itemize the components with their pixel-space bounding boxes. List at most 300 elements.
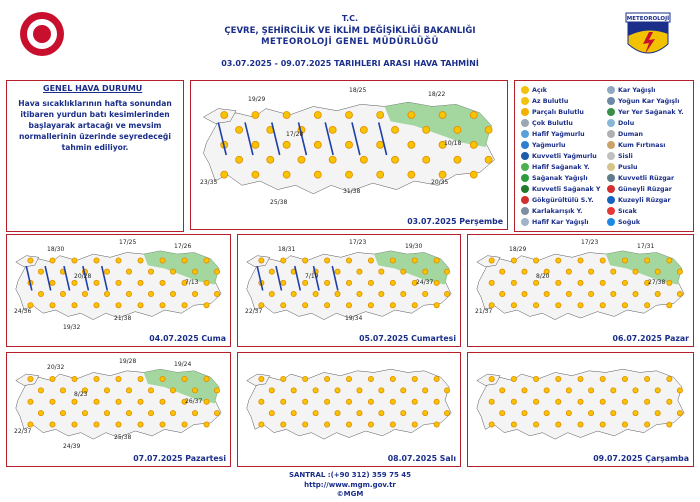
temperature-label: 20/28 bbox=[74, 273, 92, 280]
sun-icon bbox=[345, 111, 352, 118]
header-directorate: METEOROLOJİ GENEL MÜDÜRLÜĞÜ bbox=[261, 37, 439, 47]
sun-icon bbox=[138, 258, 143, 263]
sun-icon bbox=[408, 171, 415, 178]
sun-icon bbox=[148, 269, 153, 274]
sun-icon bbox=[50, 303, 55, 308]
legend-item bbox=[521, 108, 584, 116]
sun-icon bbox=[28, 399, 33, 404]
sun-icon bbox=[444, 269, 449, 274]
sun-icon bbox=[116, 422, 121, 427]
sun-icon bbox=[511, 422, 516, 427]
sun-icon bbox=[489, 422, 494, 427]
temperature-label: 22/37 bbox=[14, 428, 32, 435]
sun-icon bbox=[533, 376, 538, 381]
sun-icon bbox=[645, 376, 650, 381]
legend-symbol-icon bbox=[607, 196, 615, 204]
sun-icon bbox=[82, 291, 87, 296]
sun-icon bbox=[138, 280, 143, 285]
legend-symbol-icon bbox=[607, 163, 615, 171]
turkey-map bbox=[238, 353, 460, 466]
sun-icon bbox=[489, 376, 494, 381]
sun-icon bbox=[182, 422, 187, 427]
sun-icon bbox=[82, 411, 87, 416]
sun-icon bbox=[434, 422, 439, 427]
sun-icon bbox=[412, 422, 417, 427]
sun-icon bbox=[269, 291, 274, 296]
sun-icon bbox=[588, 411, 593, 416]
sun-icon bbox=[298, 156, 305, 163]
legend-symbol-icon bbox=[607, 86, 615, 94]
temperature-label: 22/37 bbox=[245, 308, 263, 315]
sun-icon bbox=[214, 411, 219, 416]
sun-icon bbox=[611, 269, 616, 274]
sun-icon bbox=[252, 171, 259, 178]
sun-icon bbox=[346, 303, 351, 308]
temperature-label: 23/35 bbox=[200, 179, 218, 186]
sun-icon bbox=[170, 291, 175, 296]
sun-icon bbox=[329, 156, 336, 163]
legend-symbol-icon bbox=[521, 218, 529, 226]
map-day-5 bbox=[6, 352, 231, 467]
sun-icon bbox=[566, 269, 571, 274]
sun-icon bbox=[622, 280, 627, 285]
footer-copyright: ©MGM bbox=[336, 490, 364, 498]
legend-label: Yoğun Kar Yağışlı bbox=[618, 98, 680, 105]
sun-icon bbox=[236, 156, 243, 163]
sun-icon bbox=[677, 269, 682, 274]
sun-icon bbox=[622, 376, 627, 381]
sun-icon bbox=[611, 291, 616, 296]
sun-icon bbox=[412, 303, 417, 308]
sun-icon bbox=[303, 422, 308, 427]
sun-icon bbox=[138, 303, 143, 308]
sun-icon bbox=[160, 280, 165, 285]
sun-icon bbox=[390, 399, 395, 404]
sun-icon bbox=[401, 411, 406, 416]
sun-icon bbox=[291, 388, 296, 393]
sun-icon bbox=[324, 258, 329, 263]
sun-icon bbox=[329, 126, 336, 133]
temperature-label: 25/38 bbox=[270, 199, 288, 206]
legend-label: Sisli bbox=[618, 153, 633, 160]
sun-icon bbox=[667, 399, 672, 404]
sun-icon bbox=[379, 411, 384, 416]
temperature-label: 7/13 bbox=[185, 279, 199, 286]
temperature-label: 20/35 bbox=[431, 179, 449, 186]
legend-symbol-icon bbox=[607, 130, 615, 138]
sun-icon bbox=[116, 303, 121, 308]
sun-icon bbox=[390, 422, 395, 427]
sun-icon bbox=[324, 399, 329, 404]
sun-icon bbox=[314, 171, 321, 178]
sun-icon bbox=[454, 156, 461, 163]
sun-icon bbox=[423, 156, 430, 163]
sun-icon bbox=[600, 258, 605, 263]
sun-icon bbox=[60, 411, 65, 416]
sun-icon bbox=[368, 303, 373, 308]
legend-label: Az Bulutlu bbox=[532, 98, 569, 105]
sun-icon bbox=[116, 258, 121, 263]
sun-icon bbox=[160, 376, 165, 381]
sun-icon bbox=[259, 376, 264, 381]
legend-item bbox=[607, 130, 643, 138]
sun-icon bbox=[489, 399, 494, 404]
sun-icon bbox=[423, 388, 428, 393]
temperature-label: 27/38 bbox=[648, 279, 666, 286]
legend-item bbox=[521, 185, 600, 193]
sun-icon bbox=[611, 388, 616, 393]
sun-icon bbox=[392, 156, 399, 163]
sun-icon bbox=[645, 399, 650, 404]
legend-symbol-icon bbox=[607, 108, 615, 116]
sun-icon bbox=[283, 141, 290, 148]
legend-label: Duman bbox=[618, 131, 644, 138]
sun-icon bbox=[335, 388, 340, 393]
legend-symbol-icon bbox=[607, 141, 615, 149]
sun-icon bbox=[439, 171, 446, 178]
sun-icon bbox=[313, 411, 318, 416]
sun-icon bbox=[489, 258, 494, 263]
sun-icon bbox=[368, 280, 373, 285]
sun-icon bbox=[412, 399, 417, 404]
sun-icon bbox=[259, 258, 264, 263]
sun-icon bbox=[116, 399, 121, 404]
sun-icon bbox=[204, 376, 209, 381]
sun-icon bbox=[182, 376, 187, 381]
sun-icon bbox=[38, 411, 43, 416]
temperature-label: 19/32 bbox=[63, 324, 81, 331]
legend-label: Kum Fırtınası bbox=[618, 142, 666, 149]
sun-icon bbox=[50, 376, 55, 381]
sun-icon bbox=[192, 411, 197, 416]
sun-icon bbox=[500, 388, 505, 393]
sun-icon bbox=[94, 376, 99, 381]
sun-icon bbox=[357, 388, 362, 393]
sun-icon bbox=[182, 303, 187, 308]
meteoroloji-logo-text: METEOROLOJİ bbox=[626, 16, 670, 22]
sun-icon bbox=[357, 291, 362, 296]
sun-icon bbox=[588, 269, 593, 274]
sun-icon bbox=[544, 388, 549, 393]
sun-icon bbox=[368, 258, 373, 263]
sun-icon bbox=[314, 141, 321, 148]
sun-icon bbox=[291, 291, 296, 296]
sun-icon bbox=[645, 258, 650, 263]
sun-icon bbox=[600, 376, 605, 381]
sun-icon bbox=[511, 303, 516, 308]
sun-icon bbox=[138, 399, 143, 404]
sun-icon bbox=[423, 411, 428, 416]
sun-icon bbox=[60, 388, 65, 393]
sun-icon bbox=[522, 291, 527, 296]
legend-item bbox=[521, 152, 597, 160]
general-weather-title: GENEL HAVA DURUMU bbox=[43, 84, 143, 93]
sun-icon bbox=[94, 303, 99, 308]
sun-icon bbox=[444, 388, 449, 393]
map-day-1 bbox=[190, 80, 508, 230]
legend-symbol-icon bbox=[521, 185, 529, 193]
sun-icon bbox=[160, 258, 165, 263]
sun-icon bbox=[368, 376, 373, 381]
legend-item bbox=[521, 119, 573, 127]
sun-icon bbox=[283, 111, 290, 118]
sun-icon bbox=[324, 303, 329, 308]
sun-icon bbox=[126, 269, 131, 274]
sun-icon bbox=[600, 280, 605, 285]
temperature-label: 17/25 bbox=[119, 239, 137, 246]
sun-icon bbox=[392, 126, 399, 133]
temperature-label: 24/36 bbox=[14, 308, 32, 315]
legend-item bbox=[521, 174, 588, 182]
sun-icon bbox=[578, 280, 583, 285]
sun-icon bbox=[360, 126, 367, 133]
legend-symbol-icon bbox=[521, 86, 529, 94]
sun-icon bbox=[138, 376, 143, 381]
sun-icon bbox=[566, 388, 571, 393]
sun-icon bbox=[345, 171, 352, 178]
sun-icon bbox=[324, 376, 329, 381]
sun-icon bbox=[390, 280, 395, 285]
sun-icon bbox=[314, 111, 321, 118]
sun-icon bbox=[281, 280, 286, 285]
temperature-label: 21/37 bbox=[475, 308, 493, 315]
sun-icon bbox=[313, 291, 318, 296]
sun-icon bbox=[368, 399, 373, 404]
temperature-label: 26/37 bbox=[185, 398, 203, 405]
temperature-label: 17/28 bbox=[286, 131, 304, 138]
temperature-label: 19/29 bbox=[248, 96, 266, 103]
sun-icon bbox=[434, 376, 439, 381]
sun-icon bbox=[600, 422, 605, 427]
sun-icon bbox=[324, 280, 329, 285]
sun-icon bbox=[633, 269, 638, 274]
legend-symbol-icon bbox=[607, 97, 615, 105]
header bbox=[0, 0, 700, 80]
sun-icon bbox=[390, 258, 395, 263]
sun-icon bbox=[281, 258, 286, 263]
legend-item bbox=[521, 141, 566, 149]
temperature-label: 8/23 bbox=[74, 391, 88, 398]
legend-item bbox=[607, 97, 679, 105]
sun-icon bbox=[269, 411, 274, 416]
map-day-4 bbox=[467, 234, 694, 347]
legend-symbol-icon bbox=[521, 163, 529, 171]
sun-icon bbox=[522, 388, 527, 393]
legend-label: Hafif Kar Yağışlı bbox=[532, 219, 589, 226]
sun-icon bbox=[390, 376, 395, 381]
sun-icon bbox=[138, 422, 143, 427]
legend-symbol-icon bbox=[607, 174, 615, 182]
sun-icon bbox=[182, 258, 187, 263]
sun-icon bbox=[667, 258, 672, 263]
sun-icon bbox=[677, 291, 682, 296]
legend-item bbox=[607, 163, 638, 171]
sun-icon bbox=[28, 258, 33, 263]
legend-label: Dolu bbox=[618, 120, 635, 127]
sun-icon bbox=[377, 111, 384, 118]
sun-icon bbox=[408, 141, 415, 148]
legend-label: Gökgürültülü S.Y. bbox=[532, 197, 594, 204]
legend-symbol-icon bbox=[521, 130, 529, 138]
sun-icon bbox=[500, 411, 505, 416]
legend-symbol-icon bbox=[521, 141, 529, 149]
turkey-map bbox=[468, 353, 693, 466]
temperature-label: 31/38 bbox=[343, 188, 361, 195]
sun-icon bbox=[566, 291, 571, 296]
legend-symbol-icon bbox=[607, 218, 615, 226]
legend-label: Kuvvetli Sağanak Y bbox=[532, 186, 601, 193]
turkey-map bbox=[7, 235, 230, 346]
sun-icon bbox=[38, 291, 43, 296]
sun-icon bbox=[434, 280, 439, 285]
legend-item bbox=[607, 174, 674, 182]
sun-icon bbox=[655, 269, 660, 274]
legend-item bbox=[607, 218, 640, 226]
sun-icon bbox=[160, 422, 165, 427]
temperature-label: 18/29 bbox=[509, 246, 527, 253]
sun-icon bbox=[485, 156, 492, 163]
sun-icon bbox=[368, 422, 373, 427]
map-day-6 bbox=[237, 352, 461, 467]
temperature-label: 19/30 bbox=[405, 243, 423, 250]
sun-icon bbox=[324, 422, 329, 427]
sun-icon bbox=[291, 411, 296, 416]
sun-icon bbox=[357, 411, 362, 416]
sun-icon bbox=[622, 399, 627, 404]
sun-icon bbox=[556, 376, 561, 381]
sun-icon bbox=[192, 269, 197, 274]
sun-icon bbox=[126, 291, 131, 296]
sun-icon bbox=[655, 388, 660, 393]
sun-icon bbox=[72, 280, 77, 285]
meteoroloji-logo bbox=[625, 12, 671, 62]
sun-icon bbox=[60, 291, 65, 296]
forecast-date: 04.07.2025 Cuma bbox=[149, 334, 226, 343]
sun-icon bbox=[412, 376, 417, 381]
legend-symbol-icon bbox=[607, 152, 615, 160]
sun-icon bbox=[434, 399, 439, 404]
sun-icon bbox=[655, 291, 660, 296]
sun-icon bbox=[578, 376, 583, 381]
sun-icon bbox=[28, 376, 33, 381]
legend-item bbox=[607, 185, 672, 193]
sun-icon bbox=[50, 399, 55, 404]
legend-label: Kar Yağışlı bbox=[618, 87, 656, 94]
sun-icon bbox=[303, 280, 308, 285]
forecast-date: 03.07.2025 Perşembe bbox=[407, 217, 503, 226]
legend-label: Sıcak bbox=[618, 208, 637, 215]
sun-icon bbox=[578, 258, 583, 263]
legend-item bbox=[607, 119, 634, 127]
sun-icon bbox=[423, 269, 428, 274]
sun-icon bbox=[566, 411, 571, 416]
sun-icon bbox=[160, 399, 165, 404]
sun-icon bbox=[500, 291, 505, 296]
legend-symbol-icon bbox=[607, 207, 615, 215]
temperature-label: 7/19 bbox=[305, 273, 319, 280]
sun-icon bbox=[622, 258, 627, 263]
sun-icon bbox=[434, 258, 439, 263]
sun-icon bbox=[667, 376, 672, 381]
sun-icon bbox=[72, 258, 77, 263]
sun-icon bbox=[214, 269, 219, 274]
sun-icon bbox=[377, 141, 384, 148]
sun-icon bbox=[281, 303, 286, 308]
sun-icon bbox=[360, 156, 367, 163]
legend-item bbox=[521, 218, 589, 226]
sun-icon bbox=[401, 269, 406, 274]
legend-symbol-icon bbox=[521, 174, 529, 182]
legend-item bbox=[521, 86, 547, 94]
sun-icon bbox=[357, 269, 362, 274]
sun-icon bbox=[600, 399, 605, 404]
sun-icon bbox=[511, 280, 516, 285]
sun-icon bbox=[556, 422, 561, 427]
temperature-label: 21/38 bbox=[114, 315, 132, 322]
sun-icon bbox=[500, 269, 505, 274]
sun-icon bbox=[116, 280, 121, 285]
sun-icon bbox=[72, 376, 77, 381]
sun-icon bbox=[522, 411, 527, 416]
sun-icon bbox=[667, 303, 672, 308]
sun-icon bbox=[94, 280, 99, 285]
sun-icon bbox=[50, 422, 55, 427]
sun-icon bbox=[470, 111, 477, 118]
sun-icon bbox=[148, 388, 153, 393]
sun-icon bbox=[170, 388, 175, 393]
sun-icon bbox=[444, 411, 449, 416]
legend-panel bbox=[514, 80, 694, 232]
sun-icon bbox=[50, 258, 55, 263]
legend-symbol-icon bbox=[607, 119, 615, 127]
sun-icon bbox=[221, 171, 228, 178]
sun-icon bbox=[677, 411, 682, 416]
sun-icon bbox=[578, 303, 583, 308]
sun-icon bbox=[511, 258, 516, 263]
legend-item bbox=[521, 207, 583, 215]
sun-icon bbox=[345, 141, 352, 148]
sun-icon bbox=[283, 171, 290, 178]
sun-icon bbox=[281, 376, 286, 381]
header-ministry: ÇEVRE, ŞEHİRCİLİK VE İKLİM DEĞİŞİKLİĞİ BAKANLIĞI bbox=[224, 26, 476, 36]
sun-icon bbox=[434, 303, 439, 308]
turkey-map bbox=[238, 235, 460, 346]
sun-icon bbox=[28, 422, 33, 427]
sun-icon bbox=[470, 141, 477, 148]
legend-item bbox=[607, 108, 684, 116]
sun-icon bbox=[303, 303, 308, 308]
sun-icon bbox=[633, 291, 638, 296]
temperature-label: 20/32 bbox=[47, 364, 65, 371]
temperature-label: 25/38 bbox=[114, 434, 132, 441]
sun-icon bbox=[104, 269, 109, 274]
sun-icon bbox=[533, 303, 538, 308]
legend-symbol-icon bbox=[521, 119, 529, 127]
sun-icon bbox=[38, 388, 43, 393]
sun-icon bbox=[204, 422, 209, 427]
legend-item bbox=[521, 163, 590, 171]
legend-label: Kuzeyli Rüzgar bbox=[618, 197, 671, 204]
header-tc: T.C. bbox=[341, 14, 359, 23]
sun-icon bbox=[544, 291, 549, 296]
legend-item bbox=[521, 97, 568, 105]
sun-icon bbox=[556, 303, 561, 308]
sun-icon bbox=[204, 303, 209, 308]
temperature-label: 10/18 bbox=[444, 140, 462, 147]
sun-icon bbox=[236, 126, 243, 133]
footer-website[interactable]: http://www.mgm.gov.tr bbox=[304, 481, 396, 489]
sun-icon bbox=[104, 411, 109, 416]
